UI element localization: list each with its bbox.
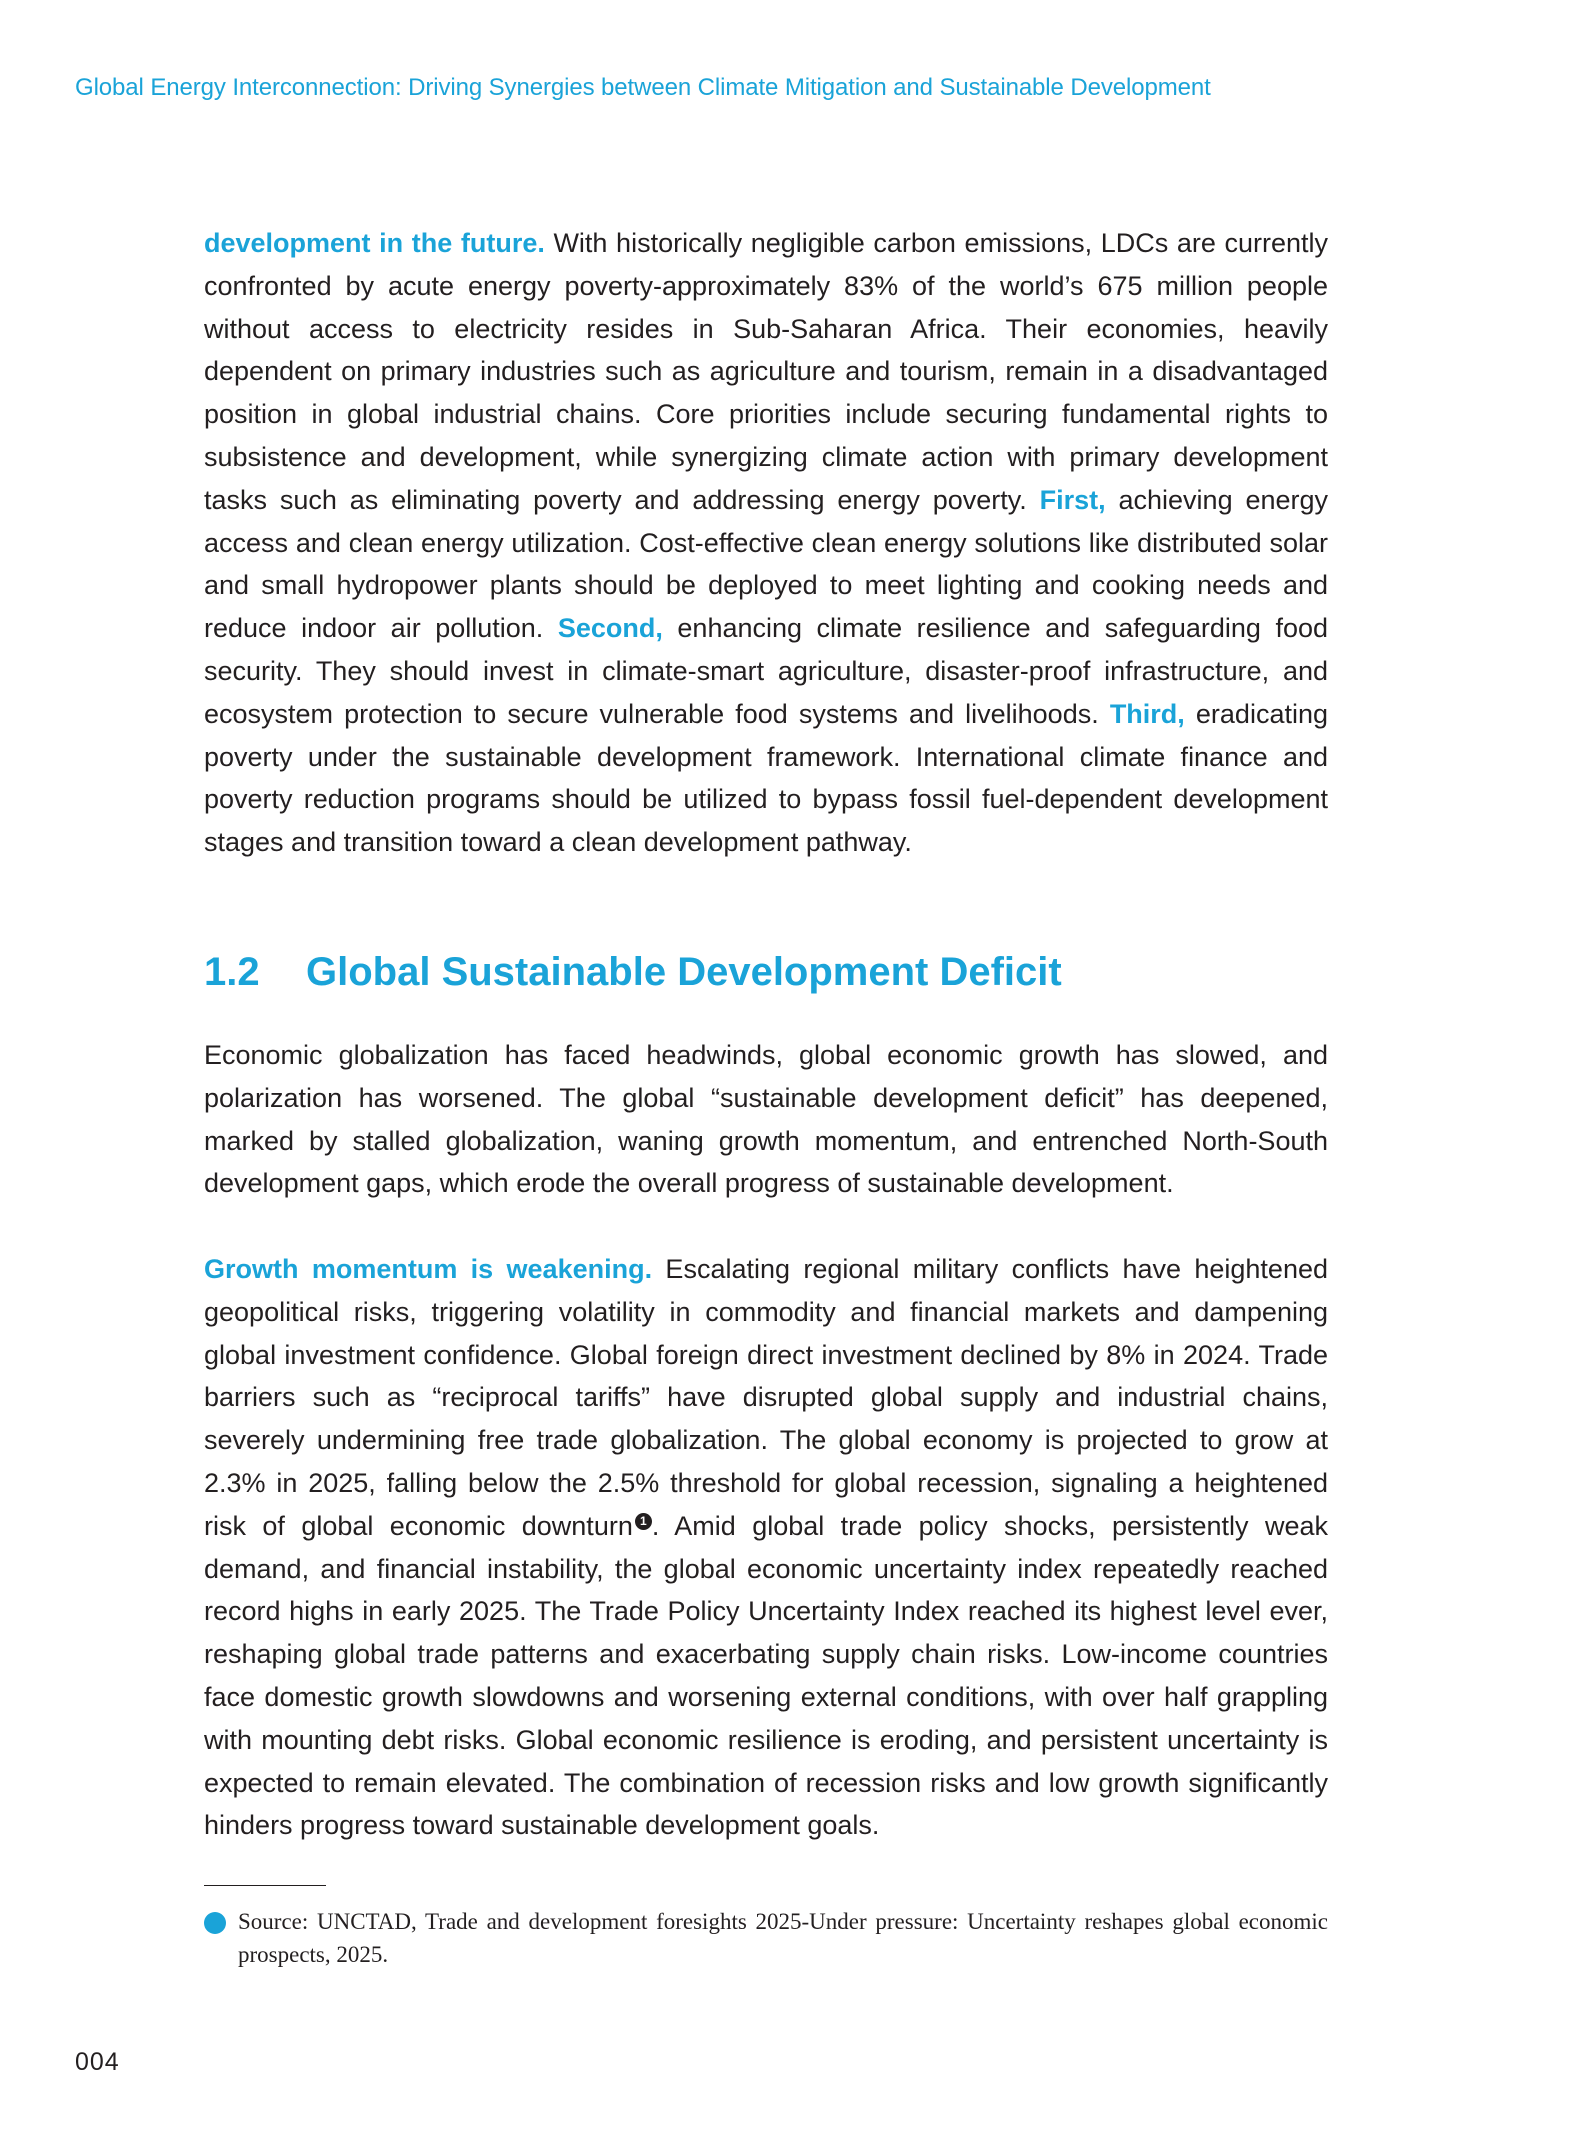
- section-paragraph-2: [204, 1248, 1328, 1847]
- footnote-reference[interactable]: 1: [635, 1513, 652, 1530]
- section-paragraph-1: Economic globalization has faced headwinds, global economic growth has slowed, and polarization has worsened. The global “sustainable development deficit” has deepened, marked by stalled globalization, waning growth momentum, and entrenched North-South development gaps, which erode the overall progress of sustainable development.: [204, 1040, 1328, 1199]
- intro-text-3: enhancing climate resilience and safeguarding food security. They should invest in climate-smart agriculture, disaster-proof infrastructure, and ecosystem protection to secure vulnerable food systems and livelihoods.: [204, 613, 1328, 729]
- footnote-marker: 1: [204, 1912, 226, 1934]
- growth-text-1: Escalating regional military conflicts have heightened geopolitical risks, triggering volatility in commodity and financial markets and dampening global investment confidence. Global foreign direct investment declined by 8% in 2024. Trade barriers such as “reciprocal tariffs” have disrupted global supply and industrial chains, severely undermining free trade globalization. The global economy is projected to grow at 2.3% in 2025, falling below the 2.5% threshold for global recession, signaling a heightened risk of global economic downturn: [204, 1253, 1328, 1541]
- growth-text-2: . Amid global trade policy shocks, persistently weak demand, and financial instability, the global economic uncertainty index repeatedly reached record highs in early 2025. The Trade Policy Uncertainty Index reached its highest level ever, reshaping global trade patterns and exacerbating supply chain risks. Low-income countries face domestic growth slowdowns and worsening external conditions, with over half grappling with mounting debt risks. Global economic resilience is eroding, and persistent uncertainty is expected to remain elevated. The combination of recession risks and low growth significantly hinders progress toward sustainable development goals.: [204, 1510, 1328, 1841]
- first-label: First,: [1039, 484, 1106, 515]
- intro-paragraph: [204, 222, 1328, 864]
- footnote-text: Source: UNCTAD, Trade and development foresights 2025-Under pressure: Uncertainty reshapes global economic prospects, 2025.: [238, 1909, 1328, 1967]
- section-title: Global Sustainable Development Deficit: [306, 950, 1062, 994]
- main-content: [204, 222, 1328, 864]
- page-number: 004: [75, 2048, 120, 2076]
- footnote-divider: [204, 1885, 326, 1886]
- second-label: Second,: [557, 613, 663, 644]
- intro-lead: development in the future.: [204, 228, 545, 258]
- third-label: Third,: [1109, 698, 1185, 729]
- growth-lead: Growth momentum is weakening.: [204, 1253, 653, 1284]
- intro-text-2: achieving energy access and clean energy utilization. Cost-effective clean energy solutions like distributed solar and small hydropower plants should be deployed to meet lighting and cooking needs and reduce indoor air pollution.: [204, 484, 1329, 644]
- section-body: [204, 1034, 1328, 1847]
- section-number: 1.2: [204, 950, 260, 994]
- footnote: [193, 1905, 1328, 1971]
- intro-text-1: With historically negligible carbon emissions, LDCs are currently confronted by acute energy poverty-approximately 83% of the world’s 675 million people without access to electricity resides in Sub-Saharan Africa. Their economies, heavily dependent on primary industries such as agriculture and tourism, remain in a disadvantaged position in global industrial chains. Core priorities include securing fundamental rights to subsistence and development, while synergizing climate action with primary development tasks such as eliminating poverty and addressing energy poverty.: [204, 228, 1328, 515]
- intro-text-4: eradicating poverty under the sustainable development framework. International climate finance and poverty reduction programs should be utilized to bypass fossil fuel-dependent development stages and transition toward a clean development pathway.: [204, 698, 1328, 858]
- section-heading: [204, 950, 1062, 995]
- running-header: Global Energy Interconnection: Driving Synergies between Climate Mitigation and Sustainable Development: [75, 74, 1211, 101]
